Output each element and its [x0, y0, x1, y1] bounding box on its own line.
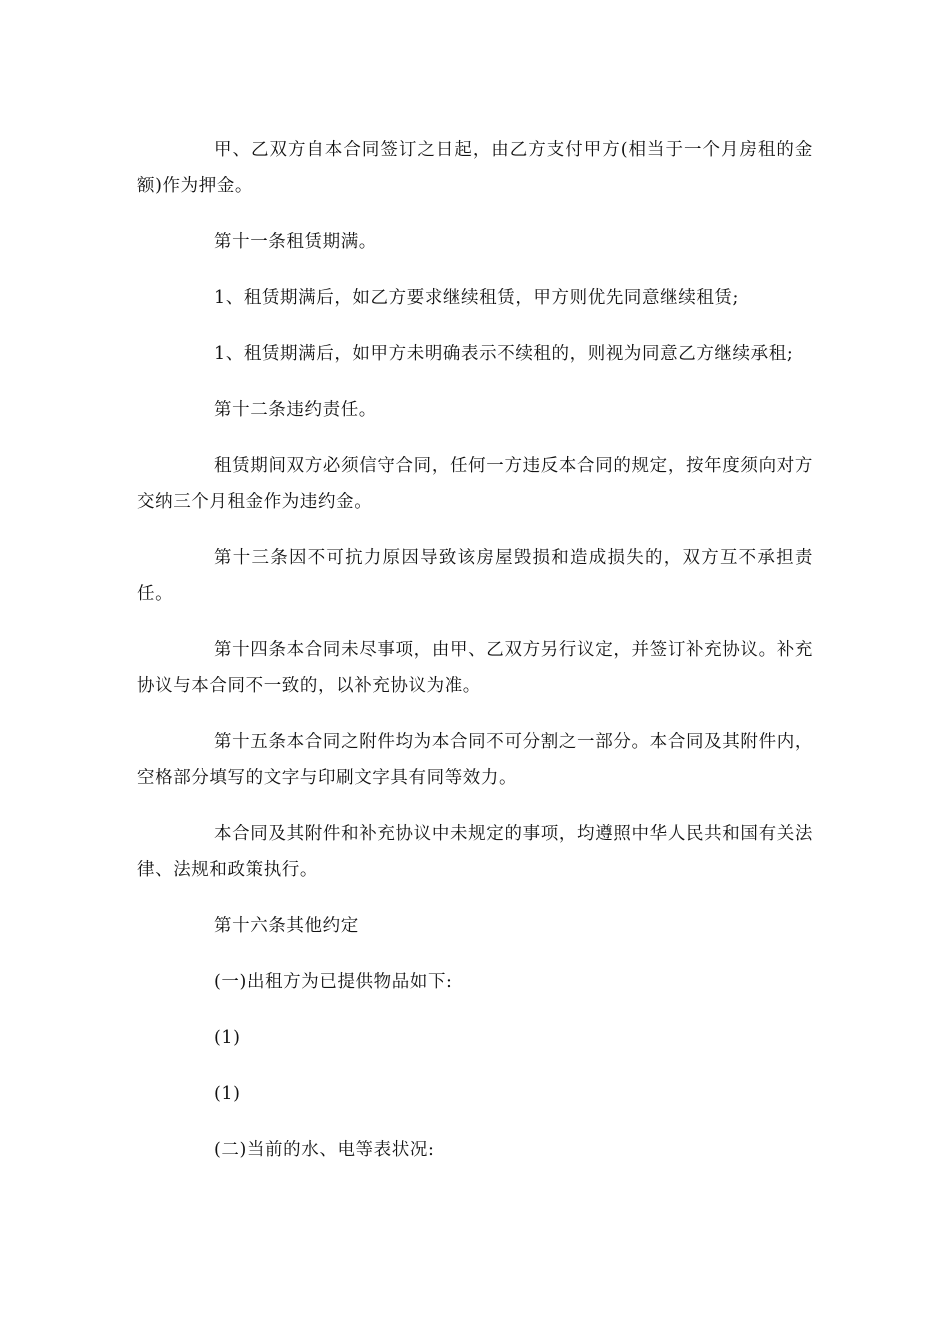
paragraph-item-1: (1): [214, 1028, 241, 1048]
paragraph-deposit: 甲、乙双方自本合同签订之日起，由乙方支付甲方(相当于一个月房租的金额)作为押金。: [137, 140, 813, 196]
paragraph-article-11-item-1: 1、租赁期满后，如乙方要求继续租赁，甲方则优先同意继续租赁;: [214, 288, 740, 308]
paragraph-article-11-item-2: 1、租赁期满后，如甲方未明确表示不续租的，则视为同意乙方继续承租;: [214, 344, 794, 364]
paragraph-meter-status: (二)当前的水、电等表状况:: [214, 1140, 435, 1160]
paragraph-item-2: (1): [214, 1084, 241, 1104]
paragraph-article-14: 第十四条本合同未尽事项，由甲、乙双方另行议定，并签订补充协议。补充协议与本合同不一致的，以补充协议为准。: [137, 640, 813, 696]
paragraph-article-15: 第十五条本合同之附件均为本合同不可分割之一部分。本合同及其附件内，空格部分填写的文字与印刷文字具有同等效力。: [137, 732, 813, 788]
document-body: [137, 132, 813, 1188]
paragraph-article-13: 第十三条因不可抗力原因导致该房屋毁损和造成损失的，双方互不承担责任。: [137, 548, 813, 604]
paragraph-article-16-title: 第十六条其他约定: [214, 916, 359, 936]
paragraph-applicable-law: 本合同及其附件和补充协议中未规定的事项，均遵照中华人民共和国有关法律、法规和政策执行。: [137, 824, 813, 880]
paragraph-breach-liability: 租赁期间双方必须信守合同，任何一方违反本合同的规定，按年度须向对方交纳三个月租金作为违约金。: [137, 456, 813, 512]
paragraph-article-12-title: 第十二条违约责任。: [214, 400, 377, 420]
paragraph-items-provided: (一)出租方为已提供物品如下:: [214, 972, 453, 992]
paragraph-article-11-title: 第十一条租赁期满。: [214, 232, 377, 252]
